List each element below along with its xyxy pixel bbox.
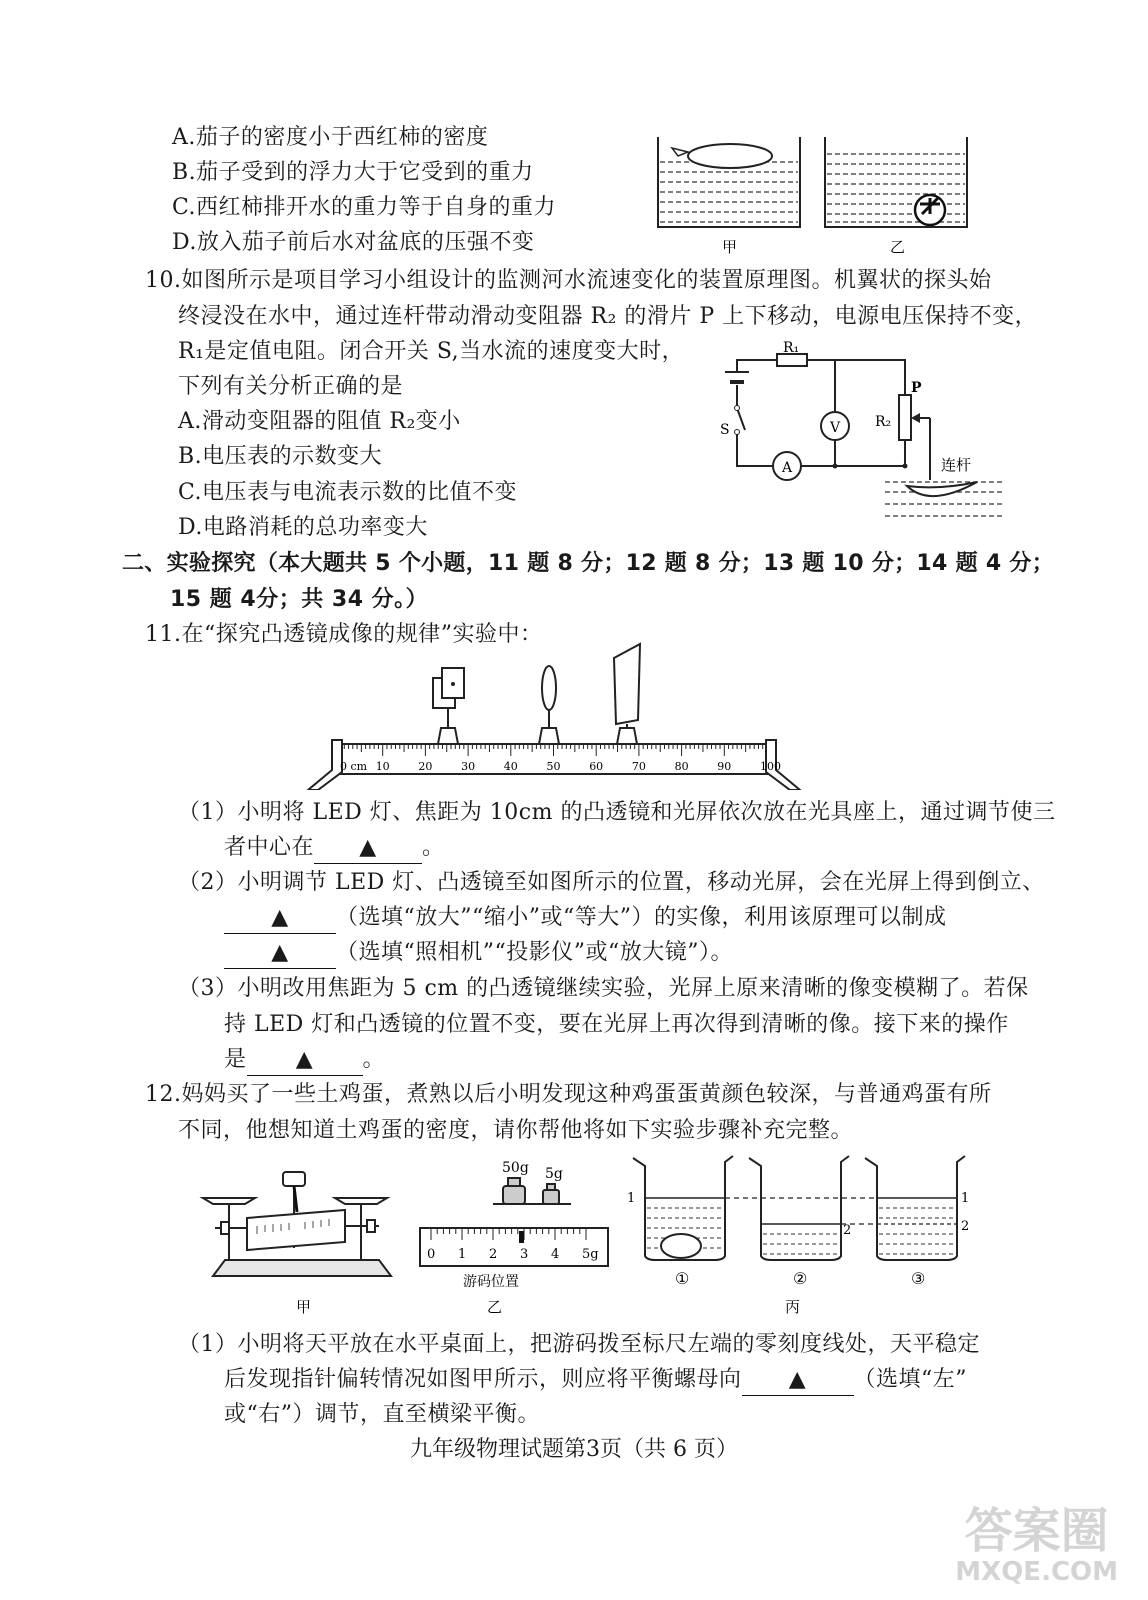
- q12-part1-line3: 或“右”）调节，直至横梁平衡。: [224, 1402, 540, 1427]
- q9-option-a: A.茄子的密度小于西红柿的密度: [172, 125, 489, 150]
- q9-option-c: C.西红柿排开水的重力等于自身的重力: [172, 195, 557, 220]
- beaker-num-3: ③: [911, 1269, 926, 1288]
- rider-caption: 游码位置: [463, 1274, 519, 1290]
- ruler-tick-label: 90: [717, 760, 732, 773]
- p-label: P: [911, 380, 922, 396]
- watermark: [955, 1505, 1118, 1587]
- rider-tick-label: 5g: [582, 1247, 599, 1262]
- fig-label-yi-12: 乙: [487, 1298, 503, 1316]
- fig-label-bing-12: 丙: [785, 1298, 801, 1316]
- rod-label: 连杆: [941, 456, 972, 474]
- v-label: V: [830, 420, 841, 436]
- ruler-tick-label: 0 cm: [340, 760, 368, 773]
- q11-part2-line3: ▲ （选填“照相机”“投影仪”或“放大镜”）。: [224, 938, 733, 969]
- section2-heading-line2: 15 题 4分；共 34 分。）: [170, 587, 429, 612]
- q11-part3-line3: 是 ▲ 。: [224, 1045, 385, 1076]
- ruler-tick-label: 10: [375, 760, 390, 773]
- q10-stem-line3: R₁是定值电阻。闭合开关 S,当水流的速度变大时，: [178, 339, 685, 364]
- q9-option-d: D.放入茄子前后水对盆底的压强不变: [172, 230, 535, 255]
- q11-part1-line2: 者中心在 ▲ 。: [224, 833, 445, 864]
- beaker-num-1: ①: [675, 1269, 690, 1288]
- eggplant-shape: [688, 144, 772, 168]
- rider-tick-label: 4: [551, 1247, 560, 1262]
- ruler-tick-label: 50: [546, 760, 561, 773]
- rider-tick-label: 3: [520, 1247, 529, 1262]
- q10-stem-line4: 下列有关分析正确的是: [178, 374, 404, 399]
- q11-part2-line2: ▲ （选填“放大”“缩小”或“等大”）的实像，利用该原理可以制成: [224, 903, 946, 934]
- q10-option-b: B.电压表的示数变大: [178, 444, 383, 469]
- q11-part3-line2: 持 LED 灯和凸透镜的位置不变，要在光屏上再次得到清晰的像。接下来的操作: [224, 1012, 1009, 1037]
- q11-blank-1[interactable]: ▲: [314, 833, 422, 864]
- q10-option-a: A.滑动变阻器的阻值 R₂变小: [178, 409, 461, 434]
- fig-label-yi: 乙: [890, 238, 906, 256]
- page-footer: 九年级物理试题第3页（共 6 页）: [410, 1437, 738, 1462]
- beaker3-mark-2: 2: [961, 1219, 970, 1234]
- ruler-tick-label: 100: [760, 760, 781, 773]
- watermark-logo-text: 答案圈: [964, 1503, 1109, 1559]
- beaker-num-2: ②: [793, 1269, 808, 1288]
- q11-blank-4[interactable]: ▲: [247, 1045, 363, 1076]
- q12-part1-line1: （1）小明将天平放在水平桌面上，把游码拨至标尺左端的零刻度线处，天平稳定: [178, 1332, 980, 1357]
- led-holder: [433, 668, 464, 744]
- q10-stem-line1: 10.如图所示是项目学习小组设计的监测河水流速变化的装置原理图。机翼状的探头始: [145, 268, 992, 293]
- fig-label-jia-12: 甲: [296, 1298, 312, 1316]
- q9-option-b: B.茄子受到的浮力大于它受到的重力: [172, 160, 534, 185]
- weight-5g: 5g: [545, 1166, 563, 1182]
- rider-tick-label: 1: [458, 1247, 467, 1262]
- r1-label: R₁: [783, 340, 800, 356]
- q10-option-d: D.电路消耗的总功率变大: [178, 515, 428, 540]
- balance-scale: [203, 1172, 391, 1276]
- screen-holder: [614, 644, 640, 744]
- q9-figure: [650, 132, 980, 257]
- q11-part3-line1: （3）小明改用焦距为 5 cm 的凸透镜继续实验，光屏上原来清晰的像变模糊了。若保: [178, 976, 1029, 1001]
- beaker1-mark-1: 1: [627, 1191, 636, 1206]
- fig-label-jia: 甲: [722, 238, 738, 256]
- r2-rheostat: [899, 395, 911, 440]
- q11-blank-3[interactable]: ▲: [224, 938, 336, 969]
- q11-part2-line1: （2）小明调节 LED 灯、凸透镜至如图所示的位置，移动光屏，会在光屏上得到倒立、: [178, 870, 1045, 895]
- q10-circuit: [715, 340, 1015, 530]
- ruler-tick-label: 40: [503, 760, 518, 773]
- q12-stem-line1: 12.妈妈买了一些土鸡蛋，煮熟以后小明发现这种鸡蛋蛋黄颜色较深，与普通鸡蛋有所: [145, 1082, 992, 1107]
- q12-blank-1[interactable]: ▲: [742, 1365, 854, 1396]
- lens-holder: [539, 666, 559, 744]
- section2-heading-line1: 二、实验探究（本大题共 5 个小题，11 题 8 分；12 题 8 分；13 题 10 分；14 题 4 分；: [122, 551, 1055, 576]
- ruler-tick-label: 80: [674, 760, 689, 773]
- beaker2-mark-2: 2: [843, 1223, 852, 1238]
- rider-tick-label: 2: [489, 1247, 498, 1262]
- rider: [519, 1231, 524, 1243]
- q12-figure: [195, 1148, 985, 1318]
- egg-shape: [661, 1234, 701, 1258]
- s-label: S: [720, 422, 730, 438]
- ruler-tick-label: 30: [461, 760, 476, 773]
- q10-option-c: C.电压表与电流表示数的比值不变: [178, 480, 518, 505]
- q12-stem-line2: 不同，他想知道土鸡蛋的密度，请你帮他将如下实验步骤补充完整。: [178, 1118, 854, 1143]
- r2-label: R₂: [875, 414, 892, 430]
- a-label: A: [782, 460, 793, 476]
- q11-part1-line1: （1）小明将 LED 灯、焦距为 10cm 的凸透镜和光屏依次放在光具座上，通过调节使三: [178, 800, 1056, 825]
- ruler-tick-label: 60: [589, 760, 604, 773]
- wing-probe: [907, 482, 977, 496]
- beaker3-mark-1: 1: [961, 1191, 970, 1206]
- optical-bench-figure: [300, 640, 810, 790]
- q11-stem: 11.在“探究凸透镜成像的规律”实验中：: [145, 622, 543, 647]
- ruler-tick-label: 20: [418, 760, 433, 773]
- weight-50g: 50g: [502, 1160, 529, 1176]
- rider-tick-label: 0: [427, 1247, 436, 1262]
- q12-part1-line2: 后发现指针偏转情况如图甲所示，则应将平衡螺母向 ▲ （选填“左”: [224, 1365, 967, 1396]
- watermark-url: MXQE.COM: [955, 1557, 1118, 1587]
- q10-stem-line2: 终浸没在水中，通过连杆带动滑动变阻器 R₂ 的滑片 P 上下移动，电源电压保持不变，: [178, 304, 1038, 329]
- q11-blank-2[interactable]: ▲: [224, 903, 336, 934]
- ruler-tick-label: 70: [631, 760, 646, 773]
